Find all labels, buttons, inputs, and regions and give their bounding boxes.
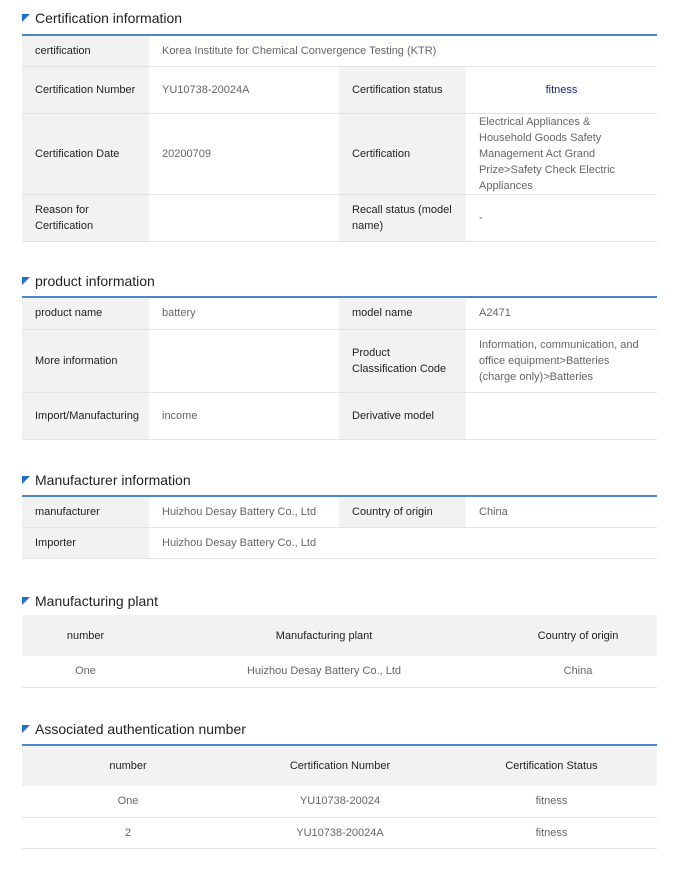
product-table	[22, 296, 657, 440]
more-info-value	[149, 329, 339, 392]
triangle-marker-icon	[22, 476, 30, 484]
triangle-marker-icon	[22, 725, 30, 733]
cert-date-value: 20200709	[149, 113, 339, 194]
country-label: Country of origin	[339, 496, 466, 527]
assoc-table	[22, 744, 657, 849]
import-label: Import/Manufacturing	[22, 392, 149, 439]
reason-value	[149, 194, 339, 241]
table-row	[22, 817, 657, 848]
plant-table	[22, 615, 657, 688]
certification2-label: Certification	[339, 113, 466, 194]
reason-label: Reason for Certification	[22, 194, 149, 241]
assoc-cell-cert-number: YU10738-20024A	[234, 817, 446, 848]
table-row	[22, 786, 657, 817]
more-info-label: More information	[22, 329, 149, 392]
plant-cell-country: China	[499, 656, 657, 687]
section-title: Manufacturing plant	[22, 592, 158, 610]
recall-label: Recall status (model name)	[339, 194, 466, 241]
cert-number-label: Certification Number	[22, 66, 149, 113]
manufacturer-value: Huizhou Desay Battery Co., Ltd	[149, 496, 339, 527]
section-title: product information	[22, 272, 155, 290]
assoc-cell-status: fitness	[446, 817, 657, 848]
assoc-cell-cert-number: YU10738-20024	[234, 786, 446, 817]
assoc-header-status: Certification Status	[446, 745, 657, 786]
model-name-label: model name	[339, 297, 466, 329]
cert-number-value: YU10738-20024A	[149, 66, 339, 113]
classification-label: Product Classification Code	[339, 329, 466, 392]
classification-value: Information, communication, and office equipment>Batteries (charge only)>Batteries	[466, 329, 657, 392]
model-name-value: A2471	[466, 297, 657, 329]
country-value: China	[466, 496, 657, 527]
manufacturer-table	[22, 495, 657, 559]
cert-date-label: Certification Date	[22, 113, 149, 194]
plant-cell-number: One	[22, 656, 149, 687]
importer-label: Importer	[22, 527, 149, 558]
cert-status-value: fitness	[466, 66, 657, 113]
derivative-label: Derivative model	[339, 392, 466, 439]
triangle-marker-icon	[22, 277, 30, 285]
cert-value: Korea Institute for Chemical Convergence Testing (KTR)	[149, 35, 657, 66]
section-title: Manufacturer information	[22, 471, 191, 489]
cert-status-label: Certification status	[339, 66, 466, 113]
plant-cell-plant: Huizhou Desay Battery Co., Ltd	[149, 656, 499, 687]
section-title: Certification information	[22, 9, 182, 27]
manufacturer-label: manufacturer	[22, 496, 149, 527]
triangle-marker-icon	[22, 597, 30, 605]
certification-table	[22, 34, 657, 242]
assoc-header-cert-number: Certification Number	[234, 745, 446, 786]
assoc-header-number: number	[22, 745, 234, 786]
cert-label: certification	[22, 35, 149, 66]
plant-header-plant: Manufacturing plant	[149, 615, 499, 656]
product-name-value: battery	[149, 297, 339, 329]
recall-value: -	[466, 194, 657, 241]
import-value: income	[149, 392, 339, 439]
derivative-value	[466, 392, 657, 439]
section-title: Associated authentication number	[22, 720, 246, 738]
plant-header-number: number	[22, 615, 149, 656]
plant-header-country: Country of origin	[499, 615, 657, 656]
certification2-value: Electrical Appliances & Household Goods Safety Management Act Grand Prize>Safety Check Electric Appliances	[466, 113, 657, 194]
assoc-cell-status: fitness	[446, 786, 657, 817]
assoc-cell-number: 2	[22, 817, 234, 848]
table-row	[22, 656, 657, 687]
product-name-label: product name	[22, 297, 149, 329]
importer-value: Huizhou Desay Battery Co., Ltd	[149, 527, 657, 558]
triangle-marker-icon	[22, 14, 30, 22]
assoc-cell-number: One	[22, 786, 234, 817]
